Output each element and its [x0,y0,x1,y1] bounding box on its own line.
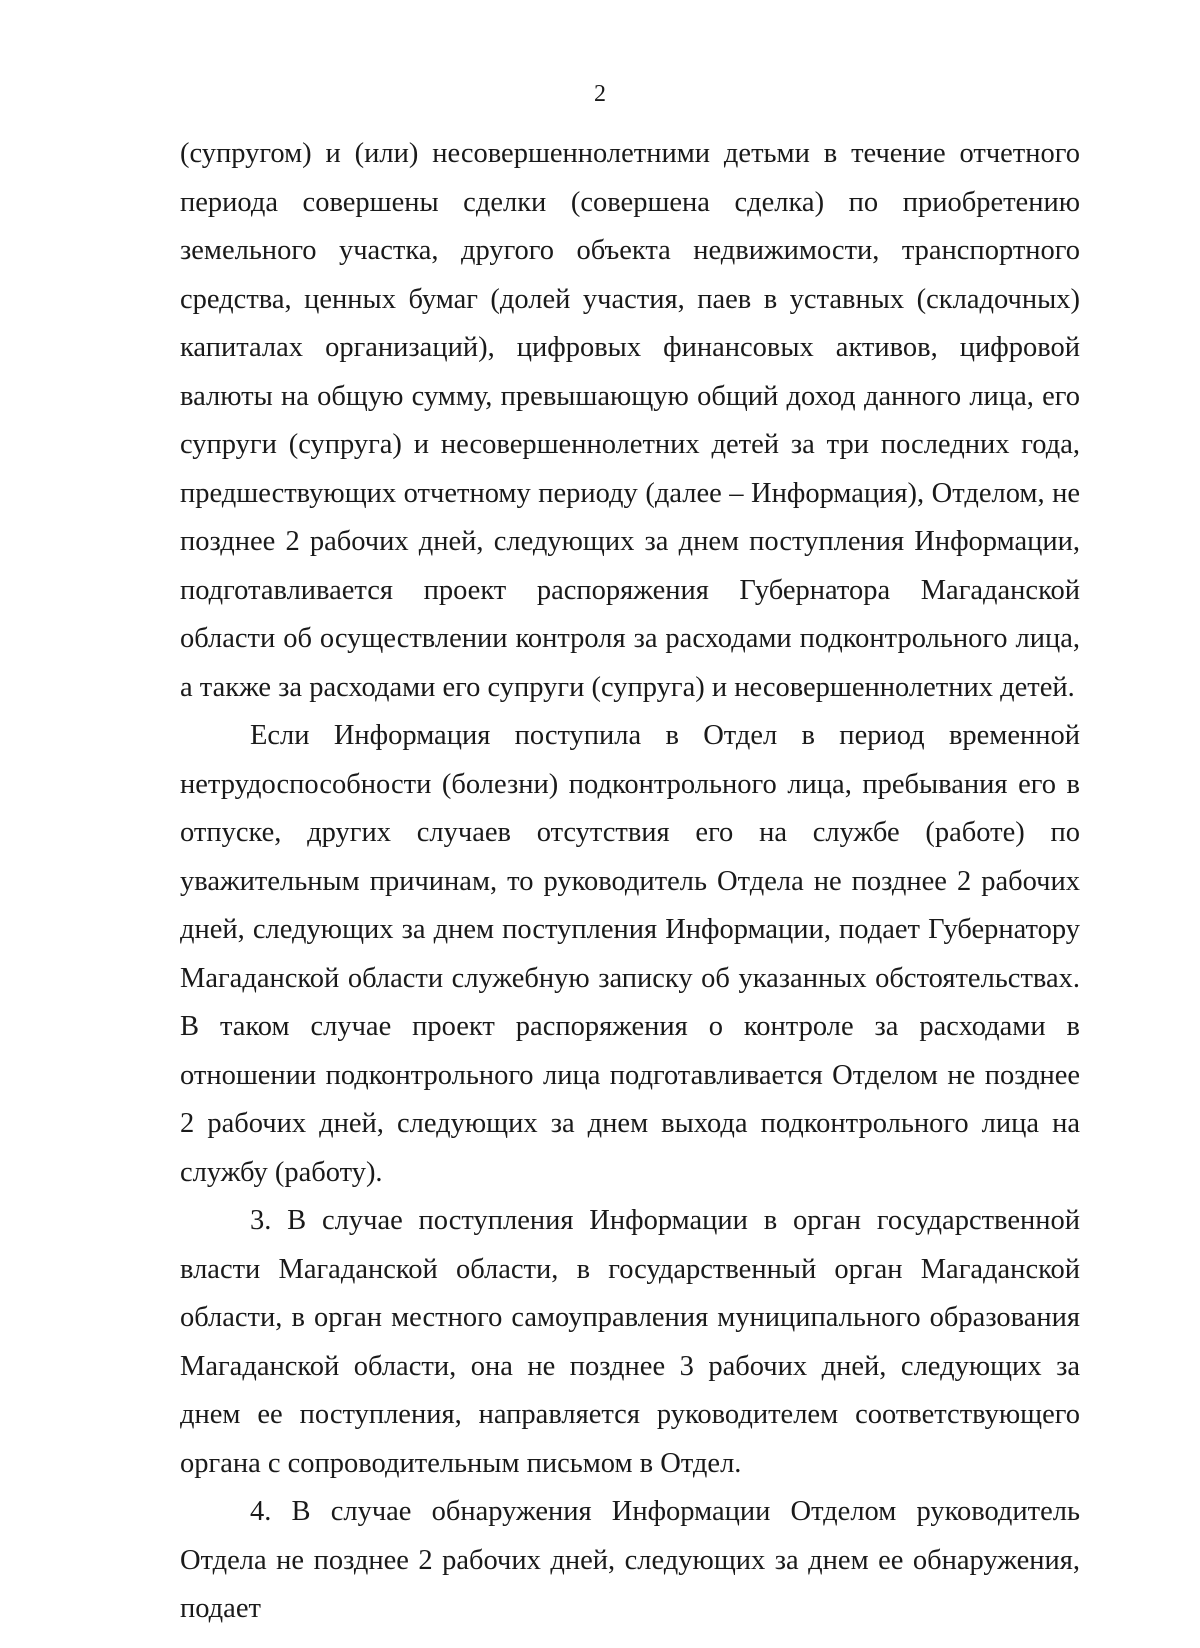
document-body [180,130,1080,1634]
paragraph-continuation: (супругом) и (или) несовершеннолетними детьми в течение отчетного периода совершены сделки (совершена сделка) по приобретению земельного участка, другого объекта недвижимости, транспортного средства, ценных бумаг (долей участия, паев в уставных (складочных) капиталах организаций), цифровых финансовых активов, цифровой валюты на общую сумму, превышающую общий доход данного лица, его супруги (супруга) и несовершеннолетних детей за три последних года, предшествующих отчетному периоду (далее – Информация), Отделом, не позднее 2 рабочих дней, следующих за днем поступления Информации, подготавливается проект распоряжения Губернатора Магаданской области об осуществлении контроля за расходами подконтрольного лица, а также за расходами его супруги (супруга) и несовершеннолетних детей. [180,138,1080,703]
paragraph-item-3: 3. В случае поступления Информации в орган государственной власти Магаданской области, в государственный орган Магаданской области, в орган местного самоуправления муниципального образования Магаданской области, она не позднее 3 рабочих дней, следующих за днем ее поступления, направляется руководителем соответствующего органа с сопроводительным письмом в Отдел. [180,1205,1080,1479]
paragraph-item-4: 4. В случае обнаружения Информации Отделом руководитель Отдела не позднее 2 рабочих дней, следующих за днем ее обнаружения, подает [180,1496,1080,1624]
paragraph-absence-case: Если Информация поступила в Отдел в период временной нетрудоспособности (болезни) подконтрольного лица, пребывания его в отпуске, других случаев отсутствия его на службе (работе) по уважительным причинам, то руководитель Отдела не позднее 2 рабочих дней, следующих за днем поступления Информации, подает Губернатору Магаданской области служебную записку об указанных обстоятельствах. В таком случае проект распоряжения о контроле за расходами в отношении подконтрольного лица подготавливается Отделом не позднее 2 рабочих дней, следующих за днем выхода подконтрольного лица на службу (работу). [180,720,1080,1188]
page-number: 2 [594,81,606,107]
